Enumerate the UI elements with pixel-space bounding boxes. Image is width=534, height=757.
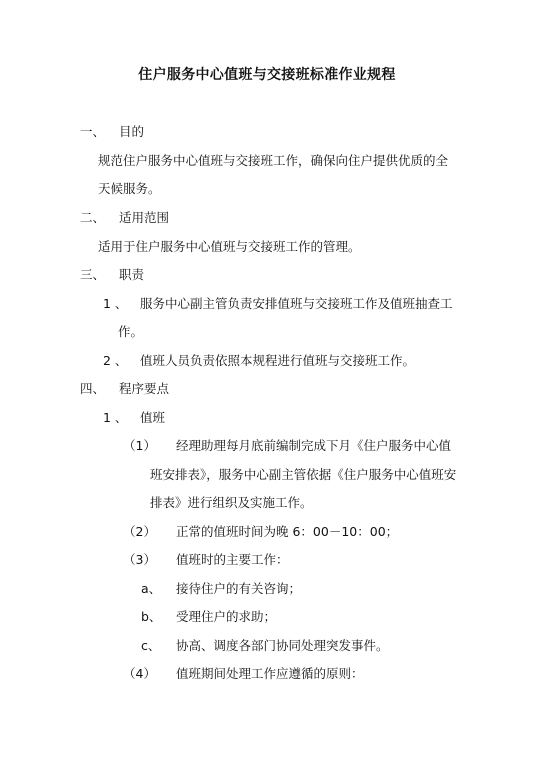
document-title: 住户服务中心值班与交接班标准作业规程 (138, 67, 396, 83)
section-1-heading: 目的 (119, 124, 145, 139)
subitem-1-text-line-3: 排表》进行组织及实施工作。 (150, 495, 313, 510)
subitem-3-c-text: 协高、调度各部门协同处理突发事件。 (176, 638, 389, 653)
section-2-heading: 适用范围 (119, 210, 170, 225)
subitem-2-number: （2） (123, 524, 156, 539)
section-2-text: 适用于住户服务中心值班与交接班工作的管理。 (98, 239, 361, 254)
subitem-1-text-line-1: 经理助理每月底前编制完成下月《住户服务中心值 (176, 438, 452, 453)
section-1-text-line-1: 规范住户服务中心值班与交接班工作，确保向住户提供优质的全 (98, 153, 449, 168)
section-3-item-2-number: 2 、 (103, 353, 128, 368)
subitem-3-number: （3） (123, 552, 156, 567)
section-3-item-1-text-line-2: 作。 (118, 324, 144, 339)
subitem-3-text: 值班时的主要工作： (176, 552, 289, 567)
section-4-heading: 程序要点 (119, 381, 170, 396)
subitem-4-text: 值班期间处理工作应遵循的原则： (176, 666, 364, 681)
section-3-item-1-text-line-1: 服务中心副主管负责安排值班与交接班工作及值班抽查工 (140, 296, 453, 311)
section-4-item-1-number: 1 、 (103, 410, 128, 425)
subitem-1-number: （1） (123, 438, 156, 453)
subitem-4-number: （4） (123, 666, 156, 681)
subitem-3-b-text: 受理住户的求助； (176, 609, 277, 624)
section-1-number: 一、 (80, 124, 106, 139)
subitem-2-text: 正常的值班时间为晚 6：00－10：00； (176, 524, 399, 539)
section-3-item-1-number: 1 、 (103, 296, 128, 311)
subitem-3-a-number: a、 (141, 581, 162, 596)
subitem-3-a-text: 接待住户的有关咨询； (176, 581, 302, 596)
subitem-3-c-number: c、 (141, 638, 161, 653)
section-3-heading: 职责 (119, 267, 145, 282)
section-4-item-1-heading: 值班 (140, 410, 166, 425)
section-3-number: 三、 (80, 267, 106, 282)
section-4-number: 四、 (80, 381, 106, 396)
section-1-text-line-2: 天候服务。 (98, 181, 161, 196)
subitem-1-text-line-2: 班安排表》，服务中心副主管依据《住户服务中心值班安 (150, 467, 457, 482)
subitem-3-b-number: b、 (141, 609, 162, 624)
section-3-item-2-text: 值班人员负责依照本规程进行值班与交接班工作。 (140, 353, 416, 368)
section-2-number: 二、 (80, 210, 106, 225)
